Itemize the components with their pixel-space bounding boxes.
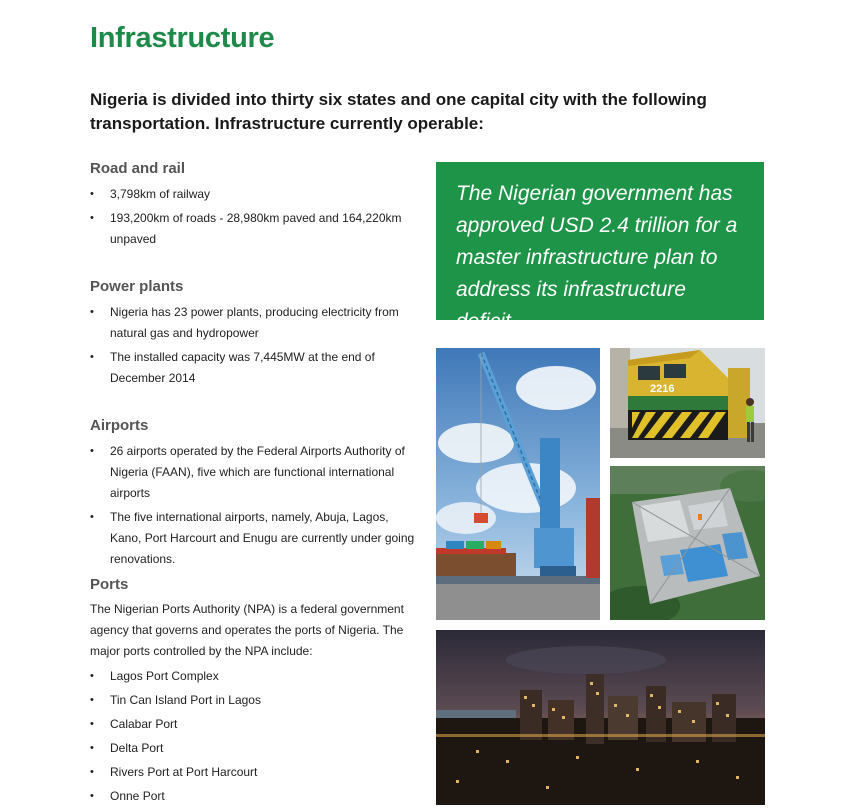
port-crane-photo: [436, 348, 600, 620]
ports-heading: Ports: [90, 576, 129, 593]
ports-list: [90, 666, 420, 807]
airports-heading: Airports: [90, 417, 149, 434]
callout-box: [436, 162, 764, 333]
list-item: • Rivers Port at Port Harcourt: [90, 762, 420, 783]
list-item: • 193,200km of roads - 28,980km paved and 164,220km unpaved: [90, 208, 420, 250]
train-number: 2216: [650, 383, 675, 395]
list-item: • Delta Port: [90, 738, 420, 759]
list-item: • Lagos Port Complex: [90, 666, 420, 687]
road-rail-heading: Road and rail: [90, 160, 186, 177]
intro-text: Nigeria is divided into thirty six states and one capital city with the following transportation. Infrastructure currently operable:: [90, 90, 707, 133]
power-plants-section: [90, 276, 420, 392]
city-night-photo: [436, 630, 765, 805]
road-rail-section: [90, 158, 420, 253]
airports-list: [90, 441, 420, 570]
train-photo: [610, 348, 765, 458]
list-item: • The five international airports, namely, Abuja, Lagos, Kano, Port Harcourt and Enugu are currently under going renovations.: [90, 507, 420, 570]
list-item: • Calabar Port: [90, 714, 420, 735]
power-plant-photo: [610, 466, 765, 620]
list-item: • Onne Port: [90, 786, 420, 807]
ports-section: [90, 574, 420, 810]
list-item: • Tin Can Island Port in Lagos: [90, 690, 420, 711]
list-item: • The installed capacity was 7,445MW at the end of December 2014: [90, 347, 420, 389]
airports-section: [90, 415, 420, 573]
list-item: • 3,798km of railway: [90, 184, 420, 205]
ports-description: The Nigerian Ports Authority (NPA) is a federal government agency that governs and operates the ports of Nigeria. The major ports controlled by the NPA include:: [90, 602, 404, 658]
road-rail-list: [90, 184, 420, 250]
power-plants-heading: Power plants: [90, 278, 184, 295]
callout-text: The Nigerian government has approved USD 2.4 trillion for a master infrastructure plan to address its infrastructure deficit: [456, 182, 738, 333]
list-item: • Nigeria has 23 power plants, producing electricity from natural gas and hydropower: [90, 302, 420, 344]
page-title: Infrastructure: [90, 22, 275, 54]
list-item: • 26 airports operated by the Federal Airports Authority of Nigeria (FAAN), five which are functional international airports: [90, 441, 420, 504]
power-plants-list: [90, 302, 420, 389]
